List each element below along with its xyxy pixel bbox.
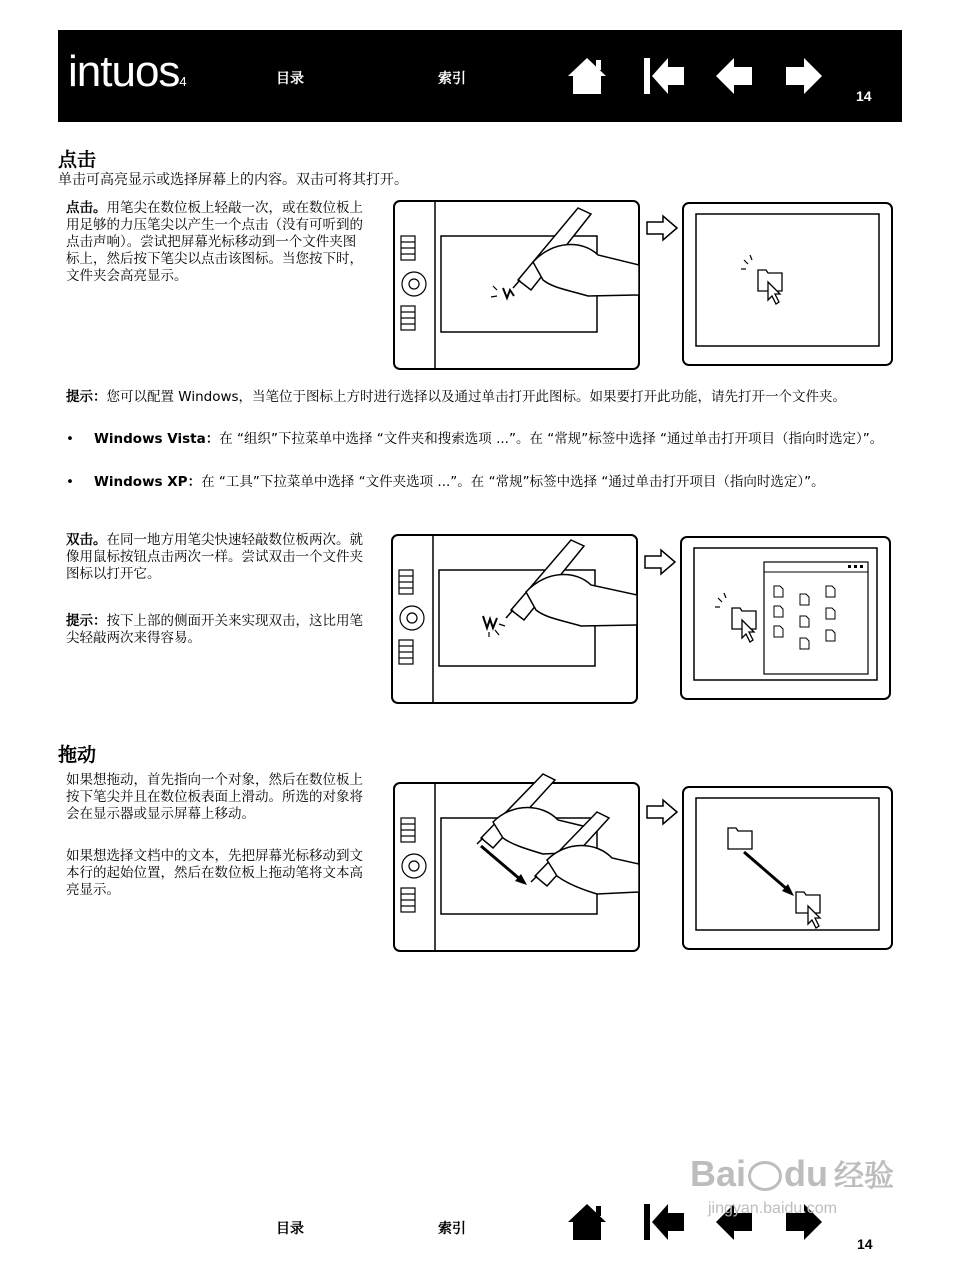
arrow-right-icon bbox=[645, 798, 679, 826]
intuos-logo: intuos4 bbox=[68, 47, 187, 96]
tablet-double-click-illustration bbox=[391, 534, 639, 704]
drag-paragraph-2: 如果想选择文档中的文本，先把屏幕光标移动到文本行的起始位置，然后在数位板上拖动笔将文本高亮显示。 bbox=[66, 848, 363, 898]
tip-paragraph: 提示：您可以配置 Windows，当笔位于图标上方时进行选择以及通过单击打开此图标。如果要打开此功能，请先打开一个文件夹。 bbox=[66, 389, 847, 405]
arrow-right-icon bbox=[645, 214, 679, 242]
double-click-tip: 提示：按下上部的侧面开关来实现双击，这比用笔尖轻敲两次来得容易。 bbox=[66, 613, 363, 646]
first-page-icon[interactable] bbox=[642, 56, 686, 96]
click-paragraph: 点击。用笔尖在数位板上轻敲一次，或在数位板上用足够的力压笔尖以产生一个点击（没有可听到的点击声响）。尝试把屏幕光标移动到一个文件夹图标上，然后按下笔尖以点击该图标。当您按下时，文件夹会高亮显示。 bbox=[66, 200, 363, 284]
footer-index-link[interactable]: 索引 bbox=[438, 1221, 466, 1237]
arrow-right-icon bbox=[643, 548, 677, 576]
footer-first-page-icon[interactable] bbox=[642, 1202, 686, 1242]
tablet-drag-illustration bbox=[393, 782, 641, 952]
click-intro: 单击可高亮显示或选择屏幕上的内容。双击可将其打开。 bbox=[58, 172, 408, 188]
header-bar bbox=[58, 30, 902, 122]
drag-paragraph-1: 如果想拖动，首先指向一个对象，然后在数位板上按下笔尖并且在数位板表面上滑动。所选的对象将会在显示器或显示屏幕上移动。 bbox=[66, 772, 363, 822]
page-number: 14 bbox=[856, 88, 872, 104]
double-click-paragraph: 双击。在同一地方用笔尖快速轻敲数位板两次。就像用鼠标按钮点击两次一样。尝试双击一个文件夹图标以打开它。 bbox=[66, 532, 363, 582]
paw-icon bbox=[748, 1161, 782, 1191]
section-title-drag: 拖动 bbox=[58, 744, 97, 766]
next-page-icon[interactable] bbox=[784, 56, 824, 96]
section-title-click: 点击 bbox=[58, 149, 97, 171]
screen-double-click-illustration bbox=[680, 536, 892, 701]
previous-page-icon[interactable] bbox=[714, 56, 754, 96]
footer-home-icon[interactable] bbox=[566, 1202, 608, 1242]
screen-drag-illustration bbox=[682, 786, 894, 951]
baidu-watermark: Bai du 经验 jingyan.baidu.com bbox=[690, 1153, 895, 1217]
index-link[interactable]: 索引 bbox=[438, 71, 466, 87]
home-icon[interactable] bbox=[566, 56, 608, 96]
screen-click-illustration bbox=[682, 202, 894, 367]
footer-contents-link[interactable]: 目录 bbox=[276, 1221, 304, 1237]
footer-page-number: 14 bbox=[857, 1236, 873, 1252]
contents-link[interactable]: 目录 bbox=[276, 71, 304, 87]
tablet-click-illustration bbox=[393, 200, 641, 370]
